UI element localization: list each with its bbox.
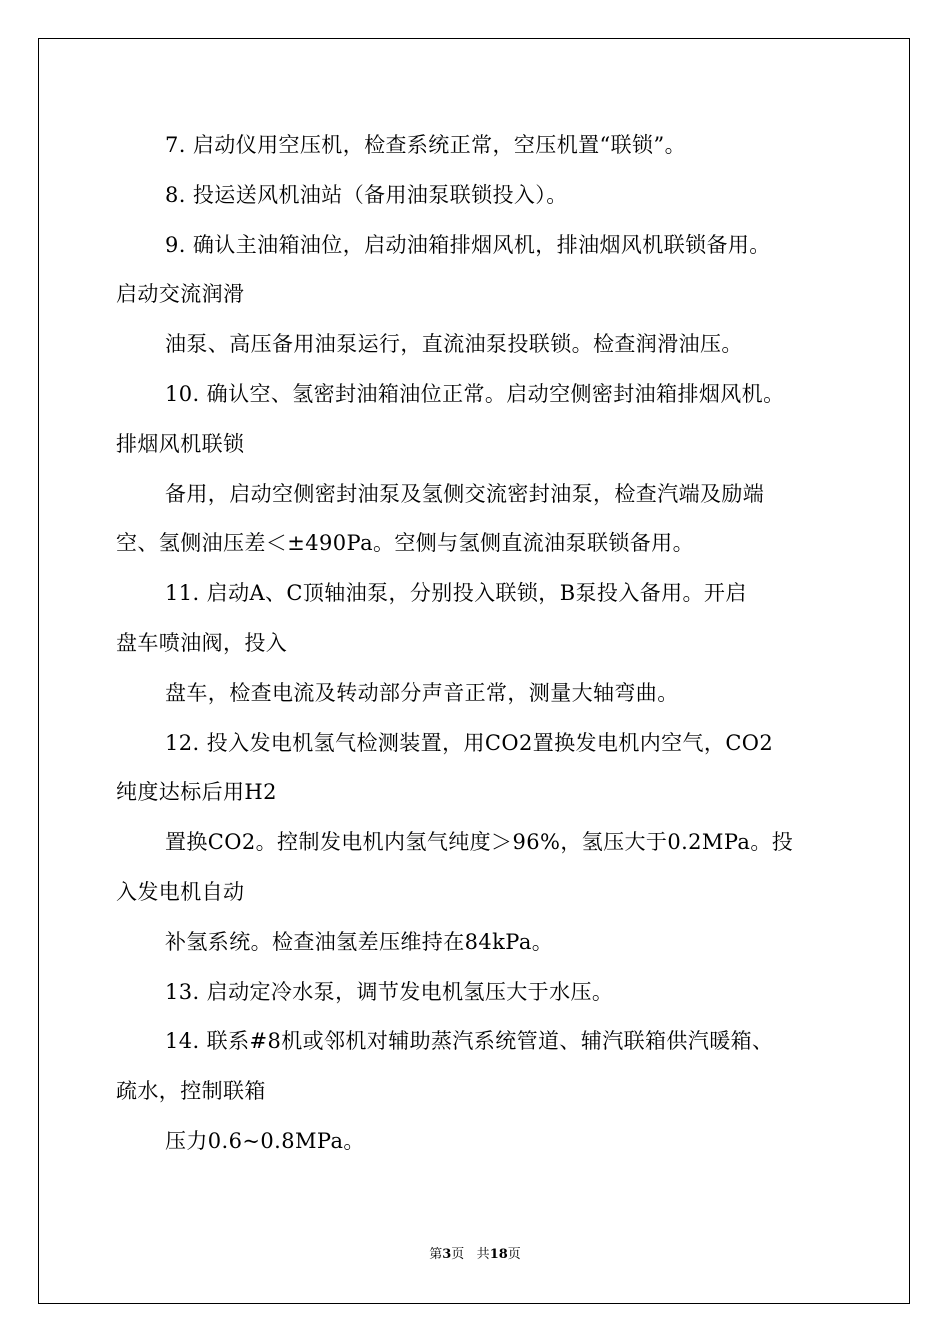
text-line: 排烟风机联锁 <box>116 431 245 456</box>
text-line: 压力0.6~0.8MPa。 <box>165 1129 365 1153</box>
text-line: 补氢系统。检查油氢差压维持在84kPa。 <box>165 929 554 954</box>
text-line: 14. 联系#8机或邻机对辅助蒸汽系统管道、辅汽联箱供汽暖箱、 <box>165 1029 774 1054</box>
text-line: 9. 确认主油箱油位，启动油箱排烟风机，排油烟风机联锁备用。 <box>165 232 771 257</box>
text-line: 盘车，检查电流及转动部分声音正常，测量大轴弯曲。 <box>165 680 679 705</box>
text-line: 盘车喷油阀，投入 <box>116 631 288 655</box>
text-line: 13. 启动定冷水泵，调节发电机氢压大于水压。 <box>165 979 614 1004</box>
text-line: 置换CO2。控制发电机内氢气纯度＞96%，氢压大于0.2MPa。投 <box>165 830 794 855</box>
page-border <box>38 38 910 1304</box>
text-line: 8. 投运送风机油站（备用油泵联锁投入）。 <box>165 182 568 207</box>
footer-page-number: 3 <box>442 1247 452 1262</box>
text-line: 疏水，控制联箱 <box>116 1079 266 1104</box>
text-line: 入发电机自动 <box>116 880 245 904</box>
text-line: 12. 投入发电机氢气检测装置，用CO2置换发电机内空气，CO2 <box>165 730 774 755</box>
text-line: 空、氢侧油压差＜±490Pa。空侧与氢侧直流油泵联锁备用。 <box>116 531 694 556</box>
text-line: 备用，启动空侧密封油泵及氢侧交流密封油泵，检查汽端及励端 <box>165 481 765 506</box>
footer-page-prefix: 第 <box>429 1247 443 1262</box>
page-footer <box>0 1247 950 1263</box>
footer-page-suffix: 页 <box>451 1247 465 1262</box>
text-line: 7. 启动仪用空压机，检查系统正常，空压机置“联锁”。 <box>165 133 686 157</box>
text-line: 10. 确认空、氢密封油箱油位正常。启动空侧密封油箱排烟风机。 <box>165 382 785 406</box>
text-line: 纯度达标后用H2 <box>116 780 277 805</box>
text-line: 11. 启动A、C顶轴油泵，分别投入联锁，B泵投入备用。开启 <box>165 581 747 606</box>
text-line: 启动交流润滑 <box>116 282 245 307</box>
footer-total-suffix: 页 <box>507 1247 521 1262</box>
footer-total-pages: 18 <box>489 1247 508 1262</box>
text-line: 油泵、高压备用油泵运行，直流油泵投联锁。检查润滑油压。 <box>165 332 743 357</box>
footer-total-prefix: 共 <box>476 1247 490 1262</box>
